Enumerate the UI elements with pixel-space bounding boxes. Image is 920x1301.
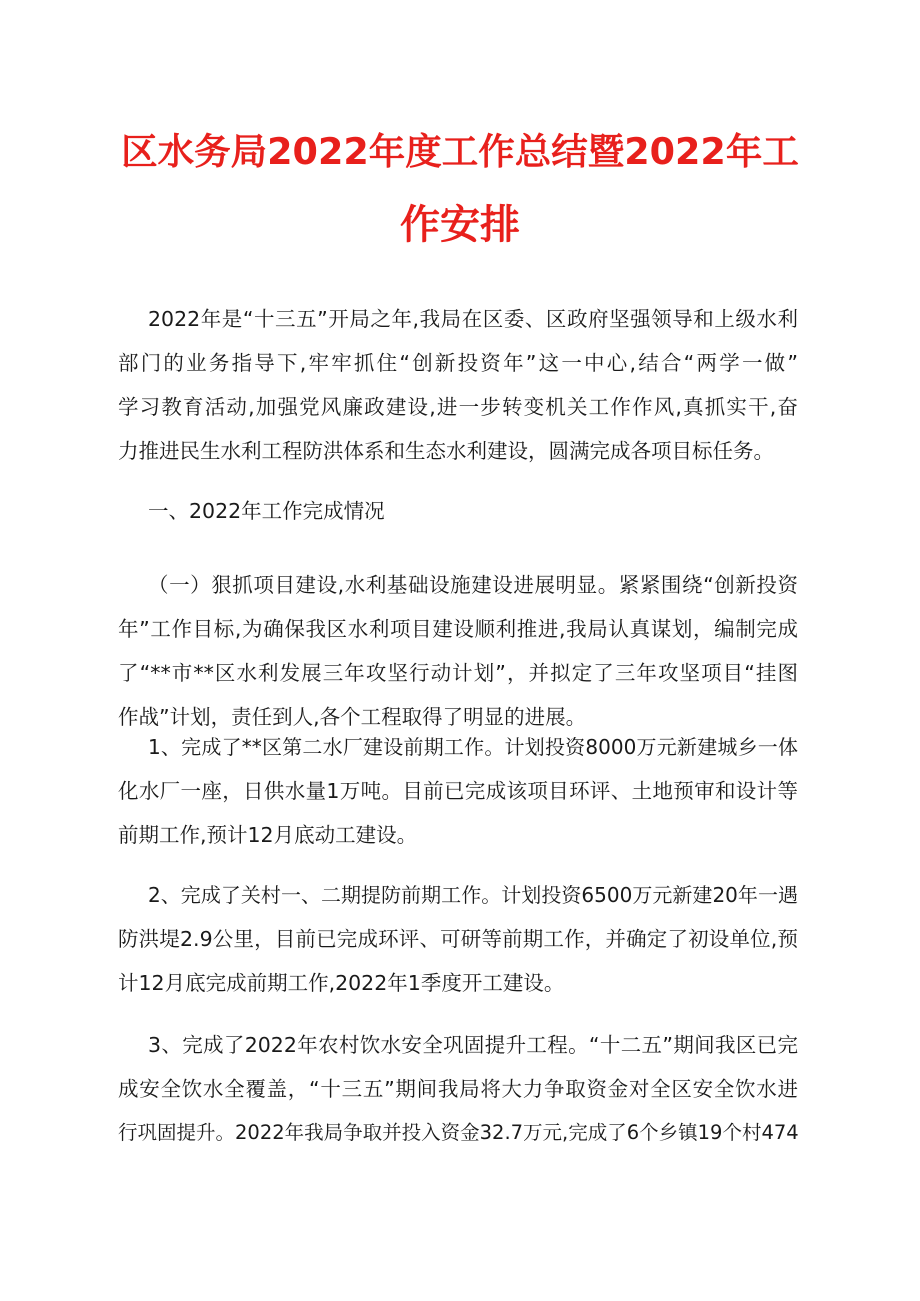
- paragraph-line: 行巩固提升。2022年我局争取并投入资金32.7万元,完成了6个乡镇19个村474: [118, 1121, 799, 1144]
- paragraph-line: 1、完成了**区第二水厂建设前期工作。计划投资8000万元新建城乡一体: [148, 735, 798, 759]
- document-title-line-1: 区水务局2022年度工作总结暨2022年工: [121, 130, 799, 173]
- item-3-paragraph: [118, 1023, 799, 1155]
- paragraph-line: 学习教育活动,加强党风廉政建设,进一步转变机关工作作风,真抓实干,奋: [118, 395, 798, 419]
- section-heading-text: 一、2022年工作完成情况: [148, 499, 385, 523]
- paragraph-line: 年”工作目标,为确保我区水利项目建设顺利推进,我局认真谋划，编制完成: [118, 617, 798, 641]
- paragraph-line: 成安全饮水全覆盖，“十三五”期间我局将大力争取资金对全区安全饮水进: [118, 1077, 798, 1101]
- paragraph-line: 计12月底完成前期工作,2022年1季度开工建设。: [118, 971, 565, 995]
- paragraph-line: （一）狠抓项目建设,水利基础设施建设进展明显。紧紧围绕“创新投资: [148, 573, 798, 597]
- intro-paragraph: [118, 297, 798, 473]
- item-1-paragraph: [118, 725, 798, 857]
- paragraph-line: 3、完成了2022年农村饮水安全巩固提升工程。“十二五”期间我区已完: [148, 1033, 798, 1057]
- paragraph-line: 防洪堤2.9公里，目前已完成环评、可研等前期工作，并确定了初设单位,预: [118, 927, 798, 951]
- paragraph-line: 部门的业务指导下,牢牢抓住“创新投资年”这一中心,结合“两学一做”: [118, 351, 798, 375]
- paragraph-line: 了“**市**区水利发展三年攻坚行动计划”，并拟定了三年攻坚项目“挂图: [118, 661, 798, 685]
- document-title-line-2: 作安排: [400, 202, 520, 248]
- paragraph-line: 力推进民生水利工程防洪体系和生态水利建设，圆满完成各项目标任务。: [118, 439, 774, 463]
- paragraph-line: 2022年是“十三五”开局之年,我局在区委、区政府坚强领导和上级水利: [148, 307, 798, 331]
- item-2-paragraph: [118, 873, 798, 1005]
- paragraph-line: 化水厂一座，日供水量1万吨。目前已完成该项目环评、土地预审和设计等: [118, 779, 798, 803]
- paragraph-line: 前期工作,预计12月底动工建设。: [118, 823, 418, 847]
- paragraph-line: 作战”计划，责任到人,各个工程取得了明显的进展。: [118, 705, 587, 729]
- paragraph-line: 2、完成了关村一、二期提防前期工作。计划投资6500万元新建20年一遇: [148, 883, 798, 907]
- subsection-paragraph: [118, 563, 798, 739]
- section-heading: [148, 489, 798, 533]
